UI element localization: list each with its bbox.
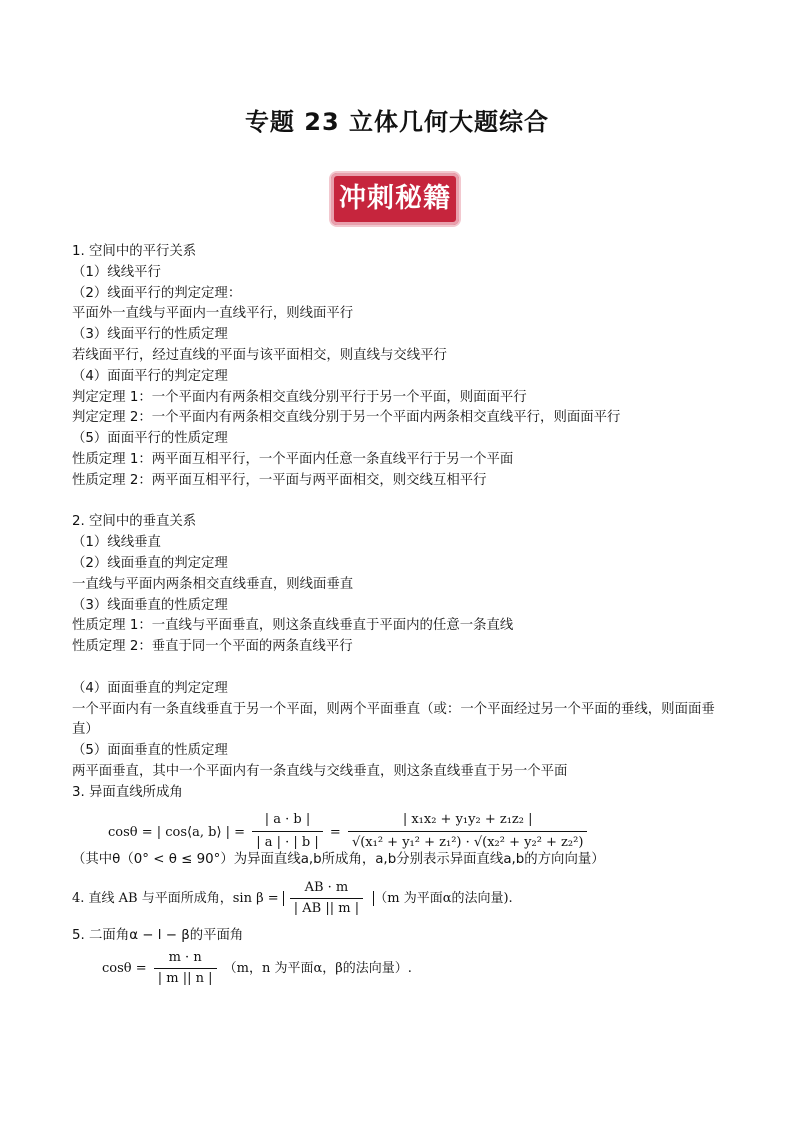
section-heading: 3. 异面直线所成角 — [72, 784, 183, 800]
formula-equals: = — [329, 824, 341, 840]
fraction-denominator: √(x₁² + y₁² + z₁²) · √(x₂² + y₂² + z₂²) — [351, 835, 584, 851]
formula-lhs: cosθ = | cos⟨a, b⟩ | = — [108, 824, 246, 840]
text-line: 性质定理 2：两平面互相平行，一平面与两平面相交，则交线互相平行 — [72, 472, 487, 488]
text-line: （5）面面垂直的性质定理 — [72, 743, 228, 759]
text-line: （2）线面平行的判定定理： — [72, 285, 242, 301]
formula-note: （其中θ（0° < θ ≤ 90°）为异面直线a,b所成角，a,b分别表示异面直线a,b的方向向量） — [72, 851, 605, 867]
fraction-denominator: | AB || m | — [293, 901, 360, 917]
formula-fraction — [252, 810, 323, 855]
formula-prefix: 4. 直线 AB 与平面所成角，sin β = — [72, 891, 279, 907]
formula-skew-angle — [108, 810, 732, 851]
text-line: 一直线与平面内两条相交直线垂直，则线面垂直 — [72, 576, 354, 592]
fraction-denominator: | m || n | — [157, 971, 213, 987]
formula-suffix: （m，n 为平面α，β的法向量）. — [223, 961, 412, 977]
fraction-numerator: m · n — [154, 949, 217, 969]
page-title: 专题 23 立体几何大题综合 — [244, 108, 550, 136]
text-line: 性质定理 1：两平面互相平行，一个平面内任意一条直线平行于另一个平面 — [72, 451, 514, 467]
text-line: 性质定理 1：一直线与平面垂直，则这条直线垂直于平面内的任意一条直线 — [72, 618, 514, 634]
section-heading: 5. 二面角α − l − β的平面角 — [72, 928, 244, 944]
section-heading: 2. 空间中的垂直关系 — [72, 514, 197, 530]
section-heading: 1. 空间中的平行关系 — [72, 244, 197, 259]
formula-fraction — [154, 949, 217, 988]
fraction-numerator: | x₁x₂ + y₁y₂ + z₁z₂ | — [348, 810, 587, 833]
formula-fraction — [348, 810, 587, 855]
fraction-numerator: | a · b | — [252, 810, 323, 833]
text-line: （3）线面平行的性质定理 — [72, 327, 228, 343]
text-line: 两平面垂直，其中一个平面内有一条直线与交线垂直，则这条直线垂直于另一个平面 — [72, 763, 568, 779]
formula-line-plane-angle — [72, 876, 732, 922]
text-line: （5）面面平行的性质定理 — [72, 431, 228, 447]
text-line: 平面外一直线与平面内一直线平行，则线面平行 — [72, 306, 354, 322]
text-line: 性质定理 2：垂直于同一个平面的两条直线平行 — [72, 639, 353, 655]
text-line: 判定定理 2：一个平面内有两条相交直线分别于另一个平面内两条相交直线平行，则面面平行 — [72, 410, 621, 426]
badge-label: 冲刺秘籍 — [339, 183, 451, 214]
fraction-denominator: | a | · | b | — [256, 835, 319, 851]
formula-suffix: （m 为平面α的法向量). — [374, 891, 513, 907]
text-line: （4）面面垂直的判定定理 — [72, 680, 228, 696]
text-line: （3）线面垂直的性质定理 — [72, 597, 228, 613]
section-badge — [331, 173, 459, 225]
formula-dihedral-angle — [102, 949, 732, 995]
text-line: （1）线线平行 — [72, 264, 161, 280]
text-line: 判定定理 1：一个平面内有两条相交直线分别平行于另一个平面，则面面平行 — [72, 389, 527, 405]
text-line: （2）线面垂直的判定定理 — [72, 555, 228, 571]
fraction-numerator: AB · m — [290, 879, 363, 899]
text-line: （1）线线垂直 — [72, 535, 161, 551]
text-line: 一个平面内有一条直线垂直于另一个平面，则两个平面垂直（或：一个平面经过另一个平面的垂线，则面面垂直） — [72, 701, 715, 738]
text-line: （4）面面平行的判定定理 — [72, 368, 228, 384]
formula-lhs: cosθ = — [102, 961, 147, 977]
text-line: 若线面平行，经过直线的平面与该平面相交，则直线与交线平行 — [72, 347, 447, 363]
formula-fraction — [290, 879, 363, 918]
document-body — [72, 242, 732, 995]
